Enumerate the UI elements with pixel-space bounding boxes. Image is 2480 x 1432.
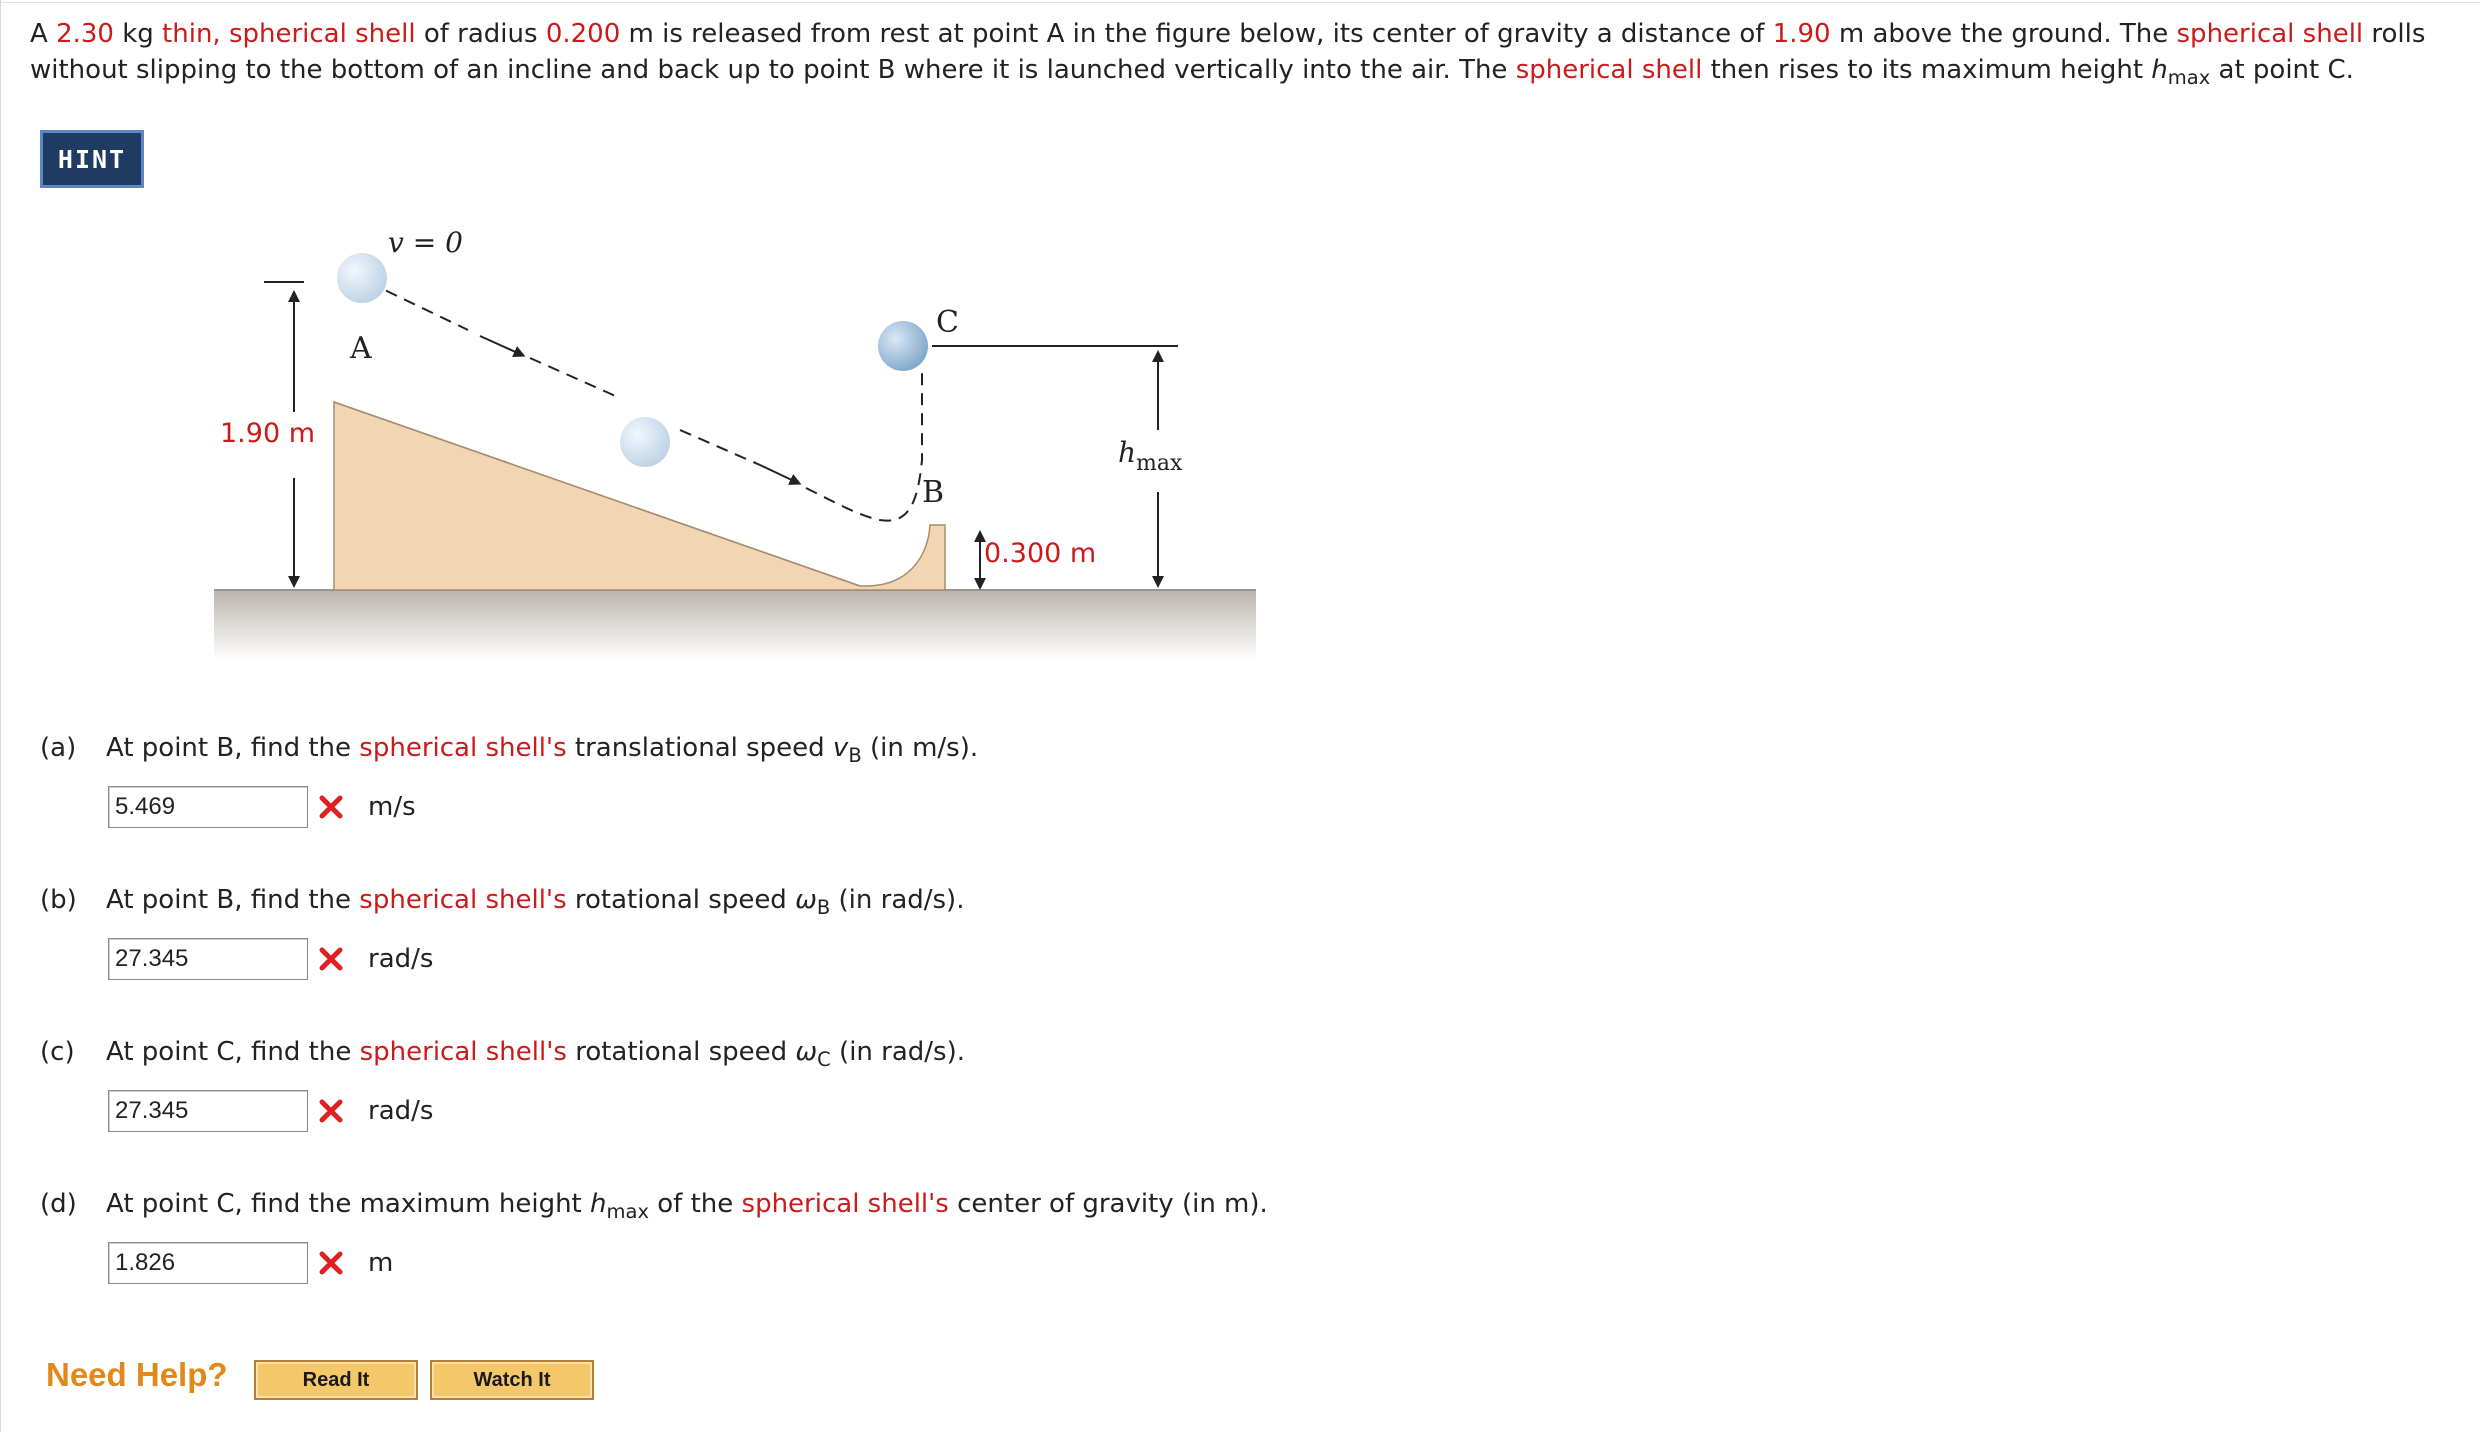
- ground: [214, 590, 1256, 660]
- mass-value: 2.30: [56, 19, 114, 49]
- incorrect-icon: [318, 1098, 344, 1124]
- velocity-label: v = 0: [388, 226, 463, 259]
- watch-it-button[interactable]: Watch It: [430, 1360, 594, 1400]
- ramp-height-label: 0.300 m: [984, 538, 1097, 569]
- incorrect-icon: [318, 1250, 344, 1276]
- ball-at-c: [878, 321, 928, 371]
- read-it-button[interactable]: Read It: [254, 1360, 418, 1400]
- hint-button[interactable]: HINT: [40, 130, 144, 188]
- point-a-label: A: [350, 331, 372, 366]
- hmax-label: $h_{max}$: [1118, 436, 1183, 476]
- answer-input-d[interactable]: 1.826: [108, 1242, 308, 1284]
- ball-on-incline: [620, 417, 670, 467]
- height-dimension-label: 1.90 m: [220, 418, 316, 449]
- need-help-label: Need Help?: [46, 1356, 228, 1393]
- answer-input-c[interactable]: 27.345: [108, 1090, 308, 1132]
- unit-b: rad/s: [368, 944, 434, 974]
- unit-d: m: [368, 1248, 394, 1278]
- answer-input-b[interactable]: 27.345: [108, 938, 308, 980]
- question-a: (a) At point B, find the spherical shell's translational speed $v_B$ (in m/s).: [40, 733, 979, 768]
- question-b: (b) At point B, find the spherical shell's rotational speed $\omega_B$ (in rad/s).: [40, 885, 965, 920]
- height-value: 1.90: [1772, 19, 1831, 49]
- radius-value: 0.200: [545, 19, 621, 49]
- answer-row-c: [108, 1090, 433, 1132]
- question-c: (c) At point C, find the spherical shell's rotational speed $\omega_C$ (in rad/s).: [40, 1037, 966, 1072]
- ball-at-a: [337, 253, 387, 303]
- incorrect-icon: [318, 946, 344, 972]
- question-d: (d) At point C, find the maximum height $h_{max}$ of the spherical shell's center of gravity (in m).: [40, 1189, 1268, 1224]
- top-border: [0, 2, 2480, 3]
- answer-row-b: [108, 938, 433, 980]
- object-name: thin, spherical shell: [162, 19, 416, 49]
- answer-row-d: [108, 1242, 393, 1284]
- answer-row-a: [108, 786, 416, 828]
- problem-statement: A 2.30 kg thin, spherical shell of radius 0.200 m is released from rest at point A in the figure below, its center of gravity a distance of 1.90 m above the ground. The spherical shell rolls without slipping to the bottom of an incline and back up to point B where it is launched vertically into the air. The spherical shell then rises to its maximum height $h_{max}$ at point C.: [30, 19, 2426, 90]
- left-border: [0, 0, 1, 1432]
- unit-a: m/s: [368, 792, 416, 822]
- unit-c: rad/s: [368, 1096, 434, 1126]
- incline-figure: [200, 220, 1270, 680]
- answer-input-a[interactable]: 5.469: [108, 786, 308, 828]
- incorrect-icon: [318, 794, 344, 820]
- point-b-label: B: [922, 475, 945, 510]
- point-c-label: C: [936, 305, 959, 340]
